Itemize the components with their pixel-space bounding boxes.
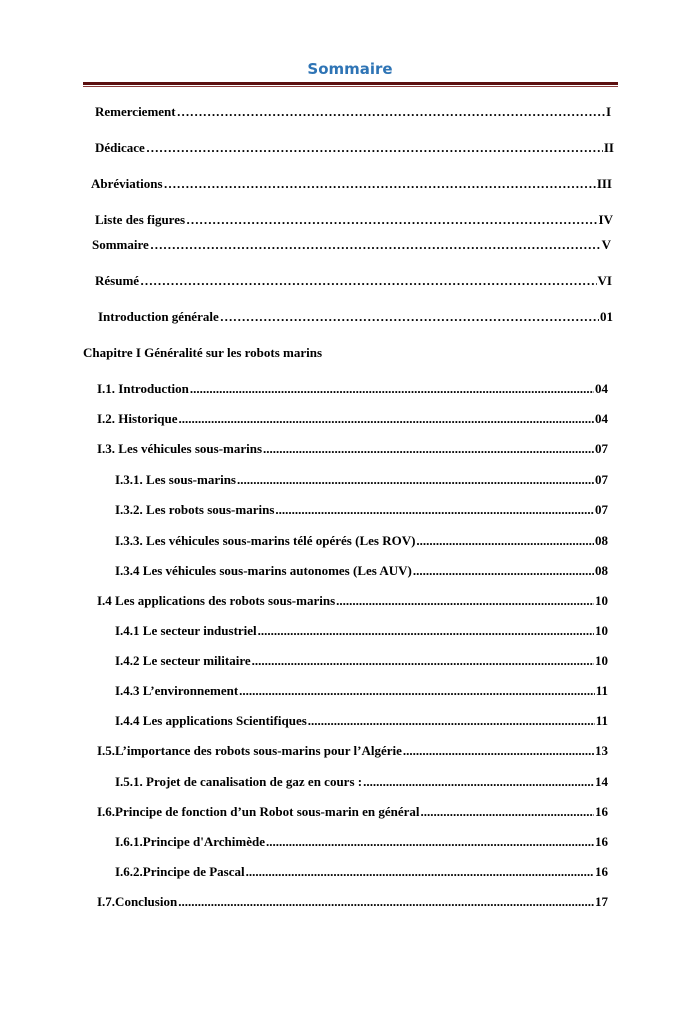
toc-entry	[115, 563, 608, 579]
toc-entry-page: 13	[595, 743, 608, 758]
toc-entry	[115, 623, 608, 639]
toc-entry-page: V	[601, 237, 611, 252]
toc-entry	[97, 411, 608, 427]
toc-leader-dots	[308, 713, 595, 729]
toc-entry-remerciement	[95, 104, 611, 120]
toc-entry	[115, 834, 608, 850]
toc-entry-label: Remerciement	[95, 104, 176, 119]
toc-leader-dots	[246, 864, 594, 880]
toc-entry-label: I.6.2.Principe de Pascal	[115, 864, 245, 879]
toc-entry	[115, 713, 608, 729]
toc-leader-dots	[263, 441, 594, 457]
toc-leader-dots	[420, 804, 594, 820]
toc-entry-resume	[95, 273, 612, 289]
toc-leader-dots	[179, 411, 594, 427]
toc-entry-page: 10	[595, 593, 608, 608]
toc-entry-page: 08	[595, 533, 608, 548]
toc-leader-dots	[363, 774, 594, 790]
toc-entry-page: 04	[595, 381, 608, 396]
toc-entry-page: IV	[598, 212, 613, 227]
toc-entry	[115, 472, 608, 488]
toc-leader-dots	[266, 834, 594, 850]
toc-entry-page: 16	[595, 864, 608, 879]
toc-entry-label: I.5.1. Projet de canalisation de gaz en cours :	[115, 774, 363, 789]
title-rule-thin	[83, 86, 618, 87]
toc-entry-label: Sommaire	[92, 237, 149, 252]
toc-entry-label: I.2. Historique	[97, 411, 178, 426]
toc-entry-label: I.6.1.Principe d'Archimède	[115, 834, 265, 849]
toc-leader-dots	[190, 381, 594, 397]
toc-leader-dots	[186, 212, 598, 228]
toc-leader-dots	[150, 237, 601, 253]
toc-entry	[115, 683, 608, 699]
toc-entry	[115, 502, 608, 518]
toc-entry-page: VI	[597, 273, 612, 288]
toc-leader-dots	[178, 894, 594, 910]
toc-entry	[97, 593, 608, 609]
toc-entry-page: 17	[595, 894, 608, 909]
toc-entry-page: 01	[600, 309, 613, 324]
toc-entry-label: I.3.1. Les sous-marins	[115, 472, 236, 487]
toc-entry-page: 07	[595, 472, 608, 487]
toc-leader-dots	[252, 653, 594, 669]
toc-entry-label: I.4.3 L’environnement	[115, 683, 239, 698]
toc-leader-dots	[146, 140, 603, 156]
toc-entry-label: I.1. Introduction	[97, 381, 189, 396]
toc-leader-dots	[413, 563, 594, 579]
toc-entry-page: 16	[595, 804, 608, 819]
toc-entry-label: Dédicace	[95, 140, 145, 155]
toc-entry-label: I.5.L’importance des robots sous-marins pour l’Algérie	[97, 743, 402, 758]
toc-entry-page: 11	[595, 683, 608, 698]
toc-entry	[97, 743, 608, 759]
toc-entry-label: I.3.2. Les robots sous-marins	[115, 502, 275, 517]
toc-entry-label: Liste des figures	[95, 212, 186, 227]
toc-leader-dots	[416, 533, 594, 549]
toc-leader-dots	[275, 502, 594, 518]
toc-entry-label: I.7.Conclusion	[97, 894, 178, 909]
toc-leader-dots	[403, 743, 594, 759]
toc-entry-abreviations	[91, 176, 612, 192]
toc-entry-label: I.4.2 Le secteur militaire	[115, 653, 251, 668]
toc-entry-page: II	[603, 140, 614, 155]
toc-leader-dots	[258, 623, 594, 639]
title-rule-thick	[83, 82, 618, 85]
toc-entry-page: 16	[595, 834, 608, 849]
page-title: Sommaire	[307, 60, 393, 78]
toc-entry	[115, 533, 608, 549]
toc-entry-page: I	[605, 104, 611, 119]
toc-entry	[97, 804, 608, 820]
toc-entry	[115, 864, 608, 880]
toc-entry-dedicace	[95, 140, 614, 156]
toc-entry-page: 04	[595, 411, 608, 426]
toc-entry	[97, 381, 608, 397]
toc-entry-label: I.3. Les véhicules sous-marins	[97, 441, 263, 456]
toc-entry-label: I.4 Les applications des robots sous-marins	[97, 593, 336, 608]
toc-entry	[115, 774, 608, 790]
toc-entry-page: 08	[595, 563, 608, 578]
toc-entry-label: I.4.4 Les applications Scientifiques	[115, 713, 307, 728]
toc-entry	[97, 894, 608, 910]
toc-leader-dots	[177, 104, 605, 120]
toc-leader-dots	[164, 176, 596, 192]
toc-entry	[115, 653, 608, 669]
toc-entry-label: Résumé	[95, 273, 140, 288]
toc-entry-page: 10	[595, 623, 608, 638]
toc-entry-label: Introduction générale	[98, 309, 219, 324]
toc-leader-dots	[239, 683, 595, 699]
toc-entry-label: I.4.1 Le secteur industriel	[115, 623, 257, 638]
toc-entry-sommaire	[92, 237, 611, 253]
toc-entry-page: 11	[595, 713, 608, 728]
toc-entry-page: 07	[595, 502, 608, 517]
toc-entry-label: I.3.3. Les véhicules sous-marins télé opérés (Les ROV)	[115, 533, 416, 548]
toc-entry-page: 10	[595, 653, 608, 668]
toc-entry-label: I.3.4 Les véhicules sous-marins autonomes (Les AUV)	[115, 563, 412, 578]
toc-leader-dots	[237, 472, 594, 488]
toc-entry	[97, 441, 608, 457]
toc-leader-dots	[220, 309, 599, 325]
toc-entry-liste-des-figures	[95, 212, 613, 228]
toc-entry-label: I.6.Principe de fonction d’un Robot sous-marin en général	[97, 804, 420, 819]
toc-entry-page: III	[596, 176, 612, 191]
toc-entry-page: 07	[595, 441, 608, 456]
toc-leader-dots	[336, 593, 594, 609]
chapter-heading: Chapitre I Généralité sur les robots marins	[83, 345, 323, 360]
toc-entry-page: 14	[595, 774, 608, 789]
toc-entry-introduction-generale	[98, 309, 613, 325]
toc-leader-dots	[140, 273, 597, 289]
toc-entry-label: Abréviations	[91, 176, 163, 191]
